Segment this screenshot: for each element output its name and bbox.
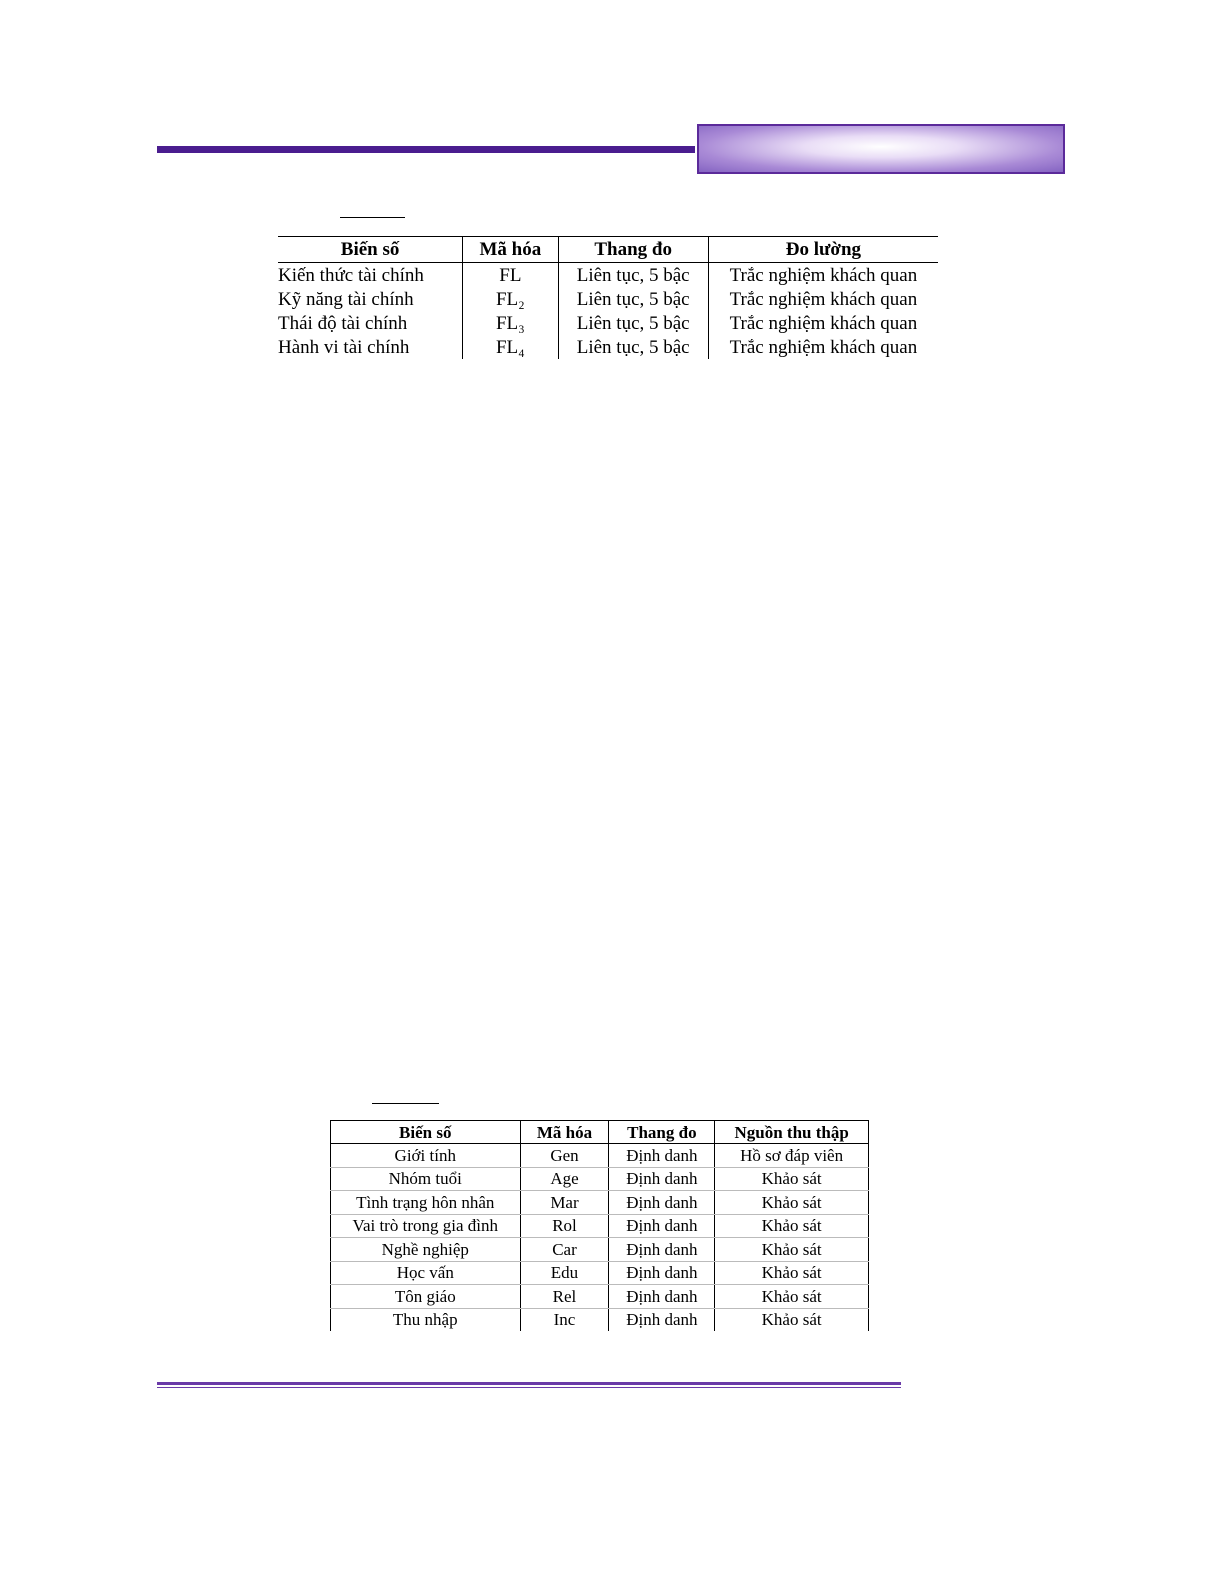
table-row: [331, 1214, 869, 1238]
table-cell: Hành vi tài chính: [278, 336, 410, 358]
table-cell: Học vấn: [331, 1261, 521, 1285]
table-row: [278, 335, 938, 359]
table-cell: Rol: [520, 1214, 609, 1238]
header-rule: [157, 146, 695, 153]
column-header: Biến số: [331, 1121, 521, 1144]
table-cell: Tôn giáo: [331, 1285, 521, 1309]
table-cell: FL₄: [463, 335, 558, 359]
table-cell: Định danh: [609, 1167, 715, 1191]
table-cell: Trắc nghiệm khách quan: [708, 335, 938, 359]
table-cell: Định danh: [609, 1285, 715, 1309]
column-header: Thang đo: [609, 1121, 715, 1144]
table-row: [331, 1285, 869, 1309]
table-cell: Khảo sát: [715, 1191, 869, 1215]
table-row: [331, 1144, 869, 1168]
table-cell: Liên tục, 5 bậc: [558, 263, 708, 288]
table-cell: Giới tính: [331, 1144, 521, 1168]
table-cell: Kiến thức tài chính: [278, 264, 424, 286]
table-cell: Edu: [520, 1261, 609, 1285]
table-cell: Khảo sát: [715, 1285, 869, 1309]
table-row: [278, 287, 938, 311]
table-cell: Vai trò trong gia đình: [331, 1214, 521, 1238]
table-cell: Định danh: [609, 1308, 715, 1331]
table-cell: Thái độ tài chính: [278, 312, 408, 334]
table-cell: Thu nhập: [392, 1310, 458, 1330]
table-row: [278, 263, 938, 288]
table-cell: Nghề nghiệp: [331, 1238, 521, 1262]
table-cell: Định danh: [609, 1191, 715, 1215]
table-header-row: [331, 1121, 869, 1144]
table-cell: Gen: [520, 1144, 609, 1168]
column-header: Nguồn thu thập: [715, 1121, 869, 1144]
table-cell: Khảo sát: [715, 1167, 869, 1191]
table-cell: Khảo sát: [715, 1308, 869, 1331]
table-cell: Khảo sát: [715, 1214, 869, 1238]
footer-rule: [157, 1382, 901, 1388]
table-cell: Liên tục, 5 bậc: [558, 287, 708, 311]
table-cell: Trắc nghiệm khách quan: [708, 263, 938, 288]
table-cell: Age: [520, 1167, 609, 1191]
table-row: [331, 1308, 869, 1331]
table-cell: Khảo sát: [715, 1238, 869, 1262]
table-cell: Mar: [520, 1191, 609, 1215]
column-header: Mã hóa: [463, 237, 558, 263]
table-row: [331, 1261, 869, 1285]
table-cell: Trắc nghiệm khách quan: [708, 311, 938, 335]
table-cell: Định danh: [609, 1238, 715, 1262]
table-row: [331, 1191, 869, 1215]
table2-caption-underline: [372, 1103, 439, 1104]
table1-caption-underline: [340, 217, 405, 218]
table-cell: Car: [520, 1238, 609, 1262]
column-header: Thang đo: [558, 237, 708, 263]
table-row: [331, 1238, 869, 1262]
table-financial-literacy: [278, 236, 938, 359]
table-header-row: [278, 237, 938, 263]
table-row: [331, 1167, 869, 1191]
table-cell: Kỹ năng tài chính: [278, 288, 414, 310]
table-cell: Trắc nghiệm khách quan: [708, 287, 938, 311]
table-row: [278, 311, 938, 335]
table-cell: Khảo sát: [715, 1261, 869, 1285]
table-cell: FL₂: [463, 287, 558, 311]
table-cell: Định danh: [609, 1261, 715, 1285]
table-cell: Tình trạng hôn nhân: [331, 1191, 521, 1215]
table-cell: FL: [463, 263, 558, 288]
table-cell: Nhóm tuổi: [331, 1167, 521, 1191]
table-cell: FL₃: [463, 311, 558, 335]
table-cell: Rel: [520, 1285, 609, 1309]
column-header: Biến số: [278, 237, 463, 263]
table-cell: Liên tục, 5 bậc: [558, 311, 708, 335]
column-header: Đo lường: [708, 237, 938, 263]
table-cell: Định danh: [609, 1144, 715, 1168]
table-cell: Hồ sơ đáp viên: [715, 1144, 869, 1168]
table-cell: Định danh: [609, 1214, 715, 1238]
table-cell: Liên tục, 5 bậc: [558, 335, 708, 359]
header-banner-box: [697, 124, 1065, 174]
table-cell: Inc: [520, 1308, 609, 1331]
table-demographics: [330, 1120, 869, 1331]
column-header: Mã hóa: [520, 1121, 609, 1144]
